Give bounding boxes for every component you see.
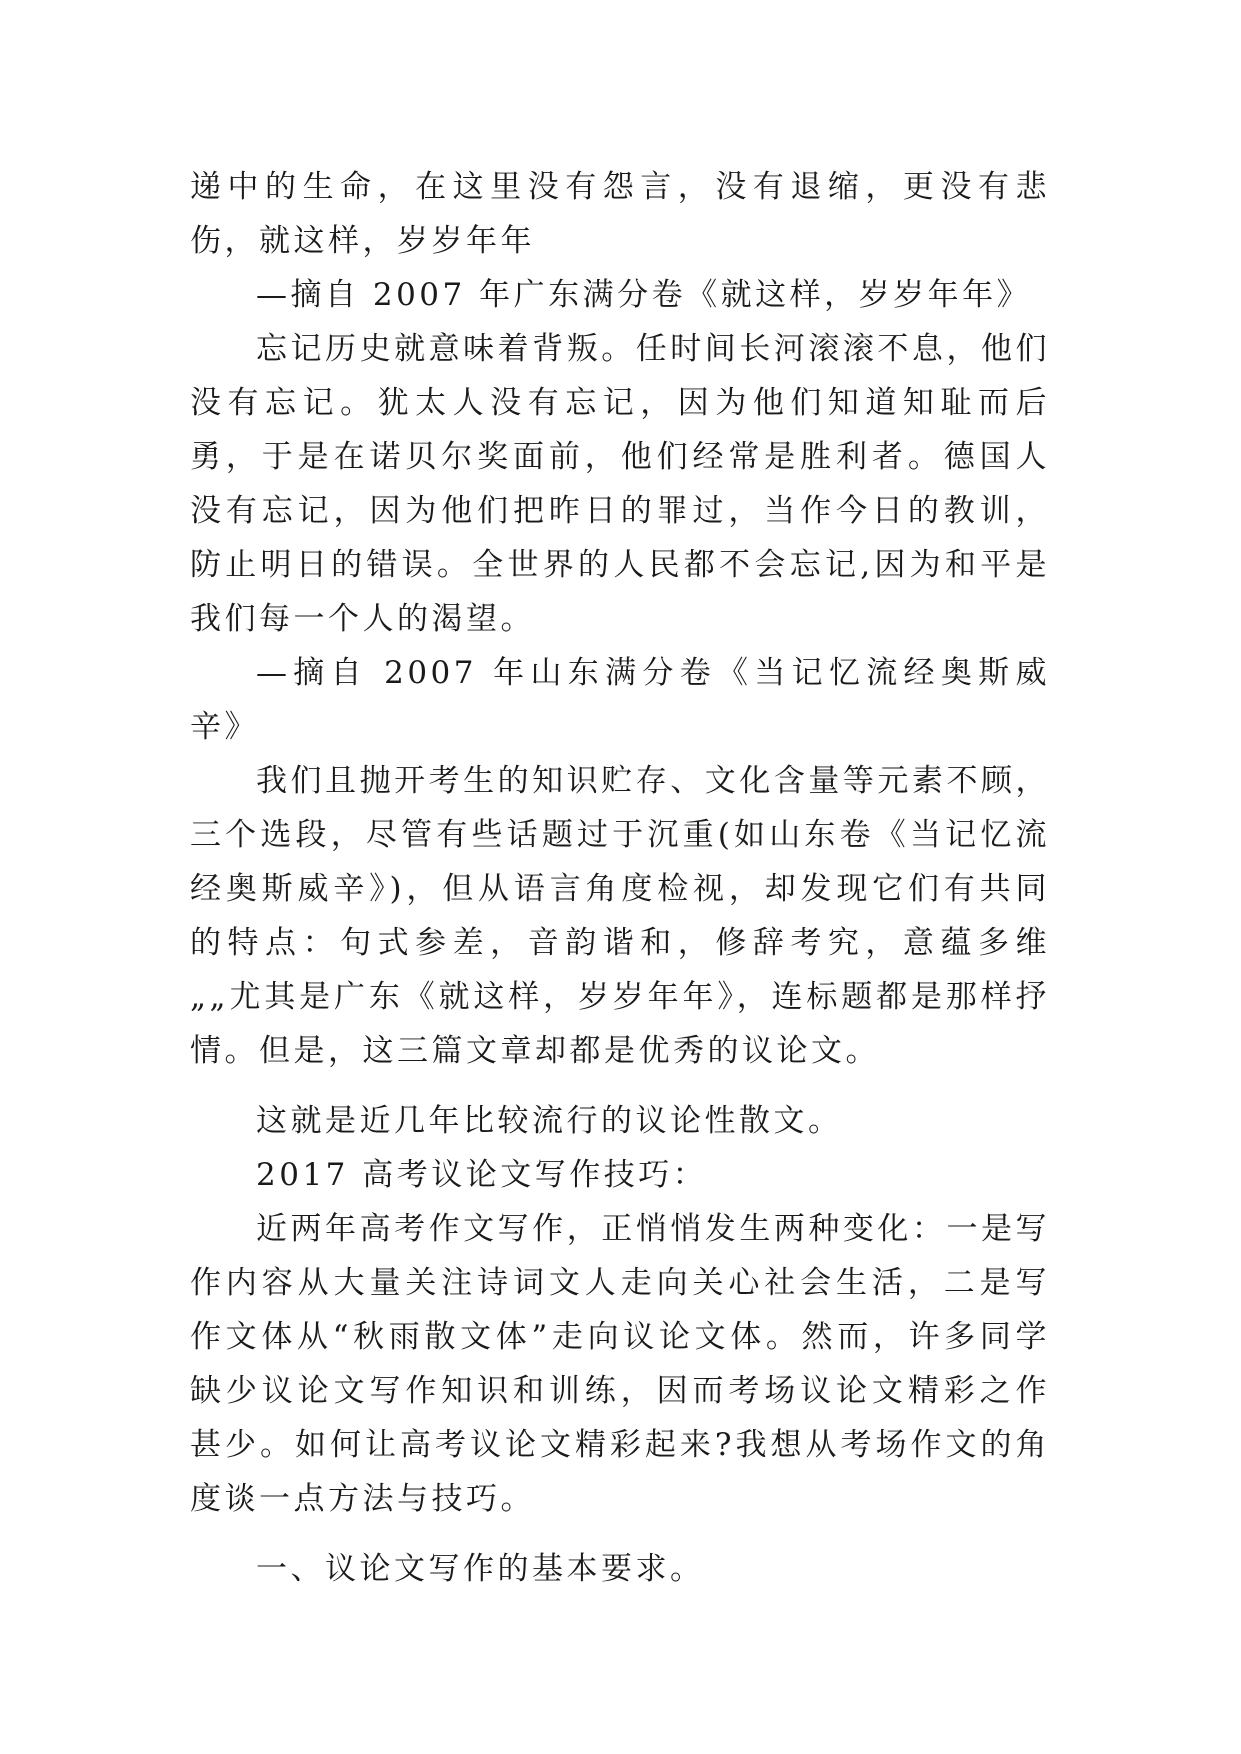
section-heading-basic-requirements: 一、议论文写作的基本要求。	[256, 1551, 705, 1587]
paragraph-intro-tips: 近两年高考作文写作，正悄悄发生两种变化：一是写作内容从大量关注诗词文人走向关心社会生活，二是写作文体从“秋雨散文体”走向议论文体。然而，许多同学缺少议论文写作知识和训练，因而考场议论文精彩之作甚少。如何让高考议论文精彩起来?我想从考场作文的角度谈一点方法与技巧。	[190, 1211, 1050, 1517]
source-citation-shandong: —摘自 2007 年山东满分卷《当记忆流经奥斯威辛》	[190, 655, 1050, 745]
paragraph-excerpt-continuation: 递中的生命，在这里没有怨言，没有退缩，更没有悲伤，就这样，岁岁年年	[190, 169, 1050, 259]
paragraph-analysis: 我们且抛开考生的知识贮存、文化含量等元素不顾，三个选段，尽管有些话题过于沉重(如山东卷《当记忆流经奥斯威辛》)，但从语言角度检视，却发现它们有共同的特点：句式参差，音韵谐和，修辞考究，意蕴多维„„尤其是广东《就这样，岁岁年年》，连标题都是那样抒情。但是，这三篇文章却都是优秀的议论文。	[190, 763, 1050, 1069]
document-body	[190, 160, 1050, 1596]
paragraph-excerpt-history: 忘记历史就意味着背叛。任时间长河滚滚不息，他们没有忘记。犹太人没有忘记，因为他们知道知耻而后勇，于是在诺贝尔奖面前，他们经常是胜利者。德国人没有忘记，因为他们把昨日的罪过，当作今日的教训，防止明日的错误。全世界的人民都不会忘记,因为和平是我们每一个人的渴望。	[190, 331, 1050, 637]
section-heading-tips: 2017 高考议论文写作技巧：	[256, 1157, 708, 1193]
paragraph-conclusion: 这就是近几年比较流行的议论性散文。	[256, 1103, 843, 1139]
source-citation-guangdong: —摘自 2007 年广东满分卷《就这样，岁岁年年》	[256, 277, 1032, 313]
